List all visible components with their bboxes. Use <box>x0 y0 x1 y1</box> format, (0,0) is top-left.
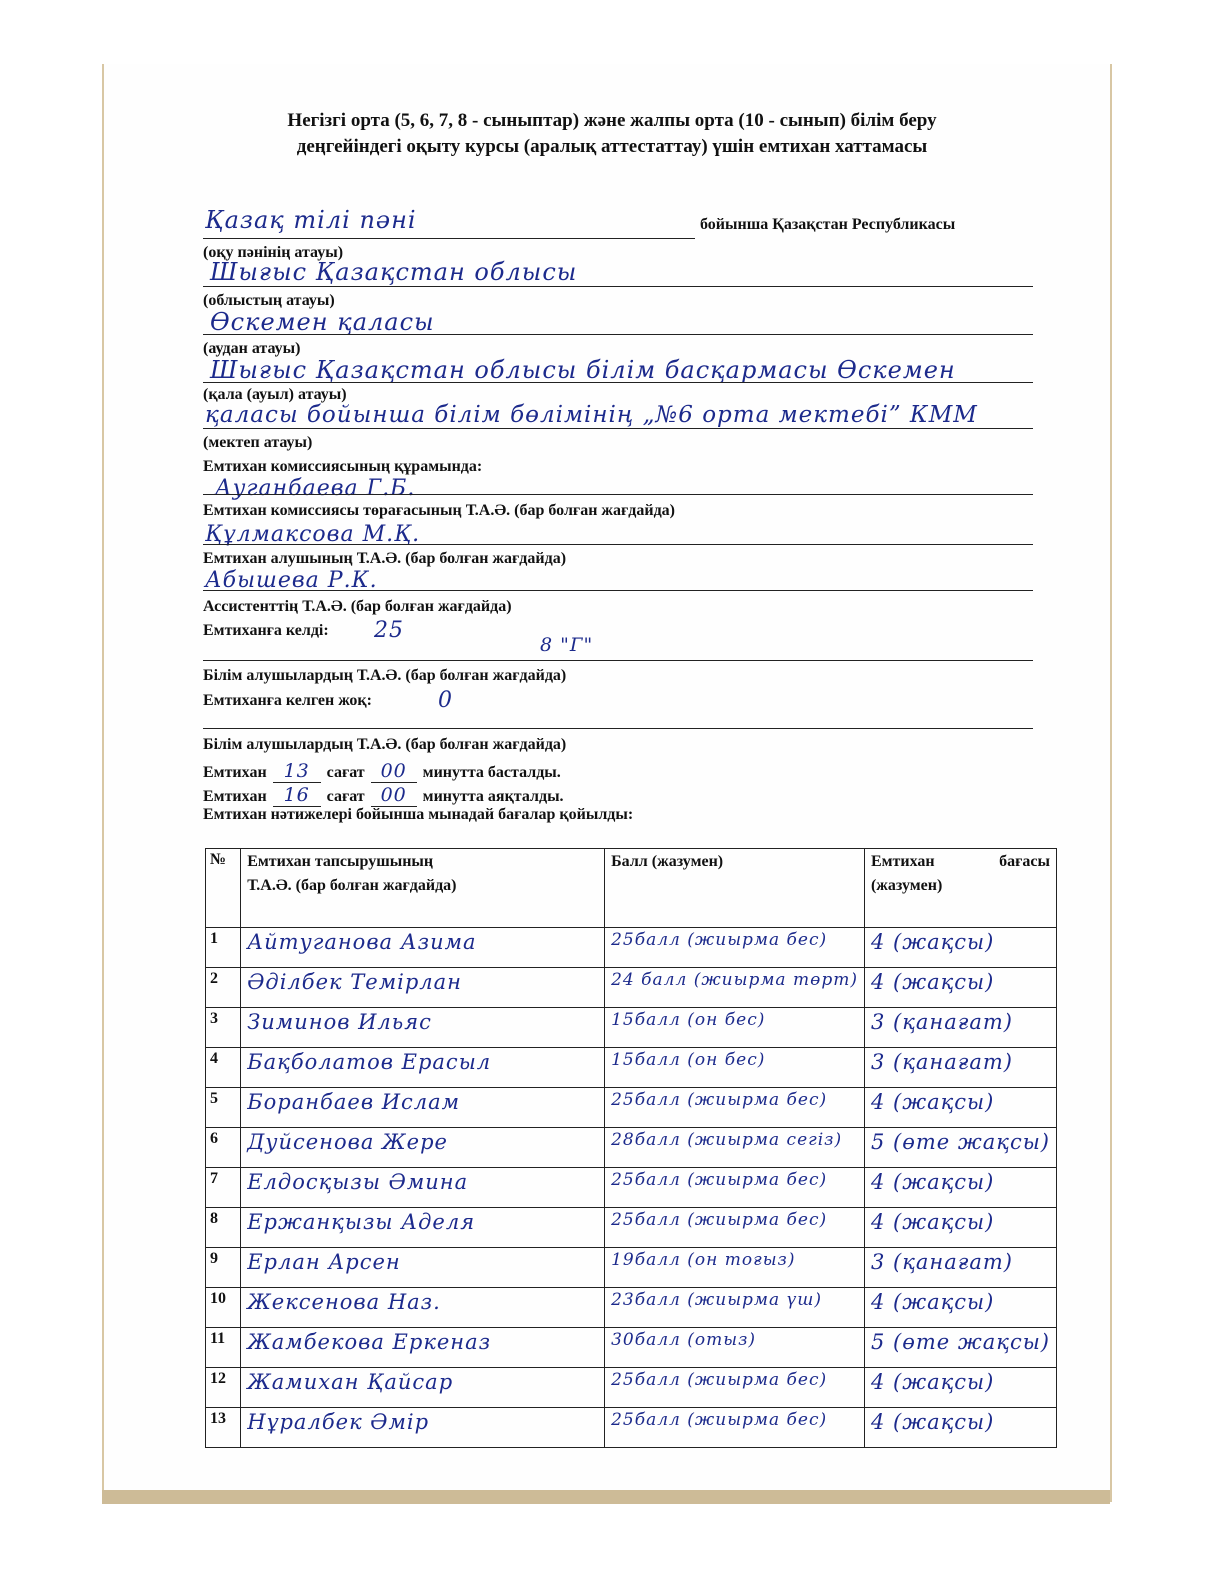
row-grade: 4 (жақсы) <box>864 1168 1056 1208</box>
table-header-row <box>206 849 1057 928</box>
table-row <box>206 1008 1057 1048</box>
start-suffix: минутта басталды. <box>422 764 561 781</box>
region-line <box>203 286 1033 287</box>
subject-value: Қазақ тілі пәні <box>205 206 417 234</box>
header-num: № <box>206 849 241 928</box>
row-grade: 4 (жақсы) <box>864 1368 1056 1408</box>
row-num: 5 <box>206 1088 241 1128</box>
row-num: 10 <box>206 1288 241 1328</box>
chair-value: Құлмаксова М.Қ. <box>205 522 421 547</box>
row-num: 12 <box>206 1368 241 1408</box>
row-num: 4 <box>206 1048 241 1088</box>
row-num: 9 <box>206 1248 241 1288</box>
row-grade: 4 (жақсы) <box>864 1088 1056 1128</box>
header-grade-c: (жазумен) <box>870 877 943 894</box>
table-row <box>206 1208 1057 1248</box>
row-grade: 4 (жақсы) <box>864 968 1056 1008</box>
results-intro: Емтихан нәтижелері бойынша мынадай бағалар қойылды: <box>203 806 634 823</box>
start-prefix: Емтихан <box>203 764 267 781</box>
table-row <box>206 1048 1057 1088</box>
district-line <box>203 334 1033 335</box>
row-num: 8 <box>206 1208 241 1248</box>
exam-start-row <box>203 760 561 783</box>
row-name: Жексенова Наз. <box>241 1288 605 1328</box>
city-line <box>203 382 1033 383</box>
table-row <box>206 1368 1057 1408</box>
chair-line <box>203 544 1033 545</box>
header-name <box>241 849 605 928</box>
row-grade: 3 (қанағат) <box>864 1048 1056 1088</box>
subject-suffix: бойынша Қазақстан Республикасы <box>700 216 956 233</box>
row-score: 25балл (жиырма бес) <box>605 1168 865 1208</box>
row-name: Бақболатов Ерасыл <box>241 1048 605 1088</box>
header-grade <box>864 849 1056 928</box>
row-name: Ерлан Арсен <box>241 1248 605 1288</box>
end-hour-word: сағат <box>326 788 365 805</box>
row-grade: 4 (жақсы) <box>864 1288 1056 1328</box>
header-name-2: Т.А.Ә. (бар болған жағдайда) <box>247 877 457 894</box>
table-row <box>206 1408 1057 1448</box>
attended-value: 25 <box>374 618 404 643</box>
row-grade: 5 (өте жақсы) <box>864 1128 1056 1168</box>
table-body <box>206 928 1057 1448</box>
examiner-label: Емтихан алушының Т.А.Ә. (бар болған жағдайда) <box>203 550 567 567</box>
table-row <box>206 1168 1057 1208</box>
table-row <box>206 928 1057 968</box>
row-score: 23балл (жиырма үш) <box>605 1288 865 1328</box>
row-num: 6 <box>206 1128 241 1168</box>
row-score: 28балл (жиырма сегіз) <box>605 1128 865 1168</box>
row-name: Жамихан Қайсар <box>241 1368 605 1408</box>
end-suffix: минутта аяқталды. <box>422 788 564 805</box>
district-value: Өскемен қаласы <box>210 308 435 336</box>
assistant-label: Ассистенттің Т.А.Ә. (бар болған жағдайда) <box>203 598 512 615</box>
chair-label: Емтихан комиссиясы төрағасының Т.А.Ә. (бар болған жағдайда) <box>203 502 676 519</box>
city-label: (қала (ауыл) атауы) <box>203 386 347 403</box>
paper-edge <box>102 1490 1110 1504</box>
examiner-line <box>203 590 1033 591</box>
row-score: 25балл (жиырма бес) <box>605 1088 865 1128</box>
row-score: 25балл (жиырма бес) <box>605 1208 865 1248</box>
row-score: 25балл (жиырма бес) <box>605 1408 865 1448</box>
row-num: 7 <box>206 1168 241 1208</box>
commission-label: Емтихан комиссиясының құрамында: <box>203 458 483 475</box>
end-hour: 16 <box>273 784 321 807</box>
school-value: қаласы бойынша білім бөлімінің „№6 орта мектебі” КММ <box>205 402 978 428</box>
row-score: 15балл (он бес) <box>605 1048 865 1088</box>
school-line <box>203 428 1033 429</box>
row-score: 25балл (жиырма бес) <box>605 928 865 968</box>
row-grade: 4 (жақсы) <box>864 928 1056 968</box>
students-label-2: Білім алушылардың Т.А.Ә. (бар болған жағдайда) <box>203 736 567 753</box>
subject-label: (оқу пәнінің атауы) <box>203 244 344 261</box>
row-name: Әділбек Темірлан <box>241 968 605 1008</box>
row-score: 24 балл (жиырма төрт) <box>605 968 865 1008</box>
row-name: Елдосқызы Әмина <box>241 1168 605 1208</box>
row-name: Нұралбек Әмір <box>241 1408 605 1448</box>
region-label: (облыстың атауы) <box>203 292 335 309</box>
attended-label: Емтиханға келді: <box>203 622 329 639</box>
commission-line <box>203 494 1033 495</box>
header-name-1: Емтихан тапсырушының <box>247 853 434 870</box>
exam-end-row <box>203 784 564 807</box>
row-name: Айтуганова Азима <box>241 928 605 968</box>
absent-line <box>203 728 1033 729</box>
start-hour-word: сағат <box>326 764 365 781</box>
row-num: 2 <box>206 968 241 1008</box>
row-score: 15балл (он бес) <box>605 1008 865 1048</box>
row-grade: 4 (жақсы) <box>864 1408 1056 1448</box>
school-label: (мектеп атауы) <box>203 434 313 451</box>
table-row <box>206 1128 1057 1168</box>
header-grade-b: бағасы <box>999 853 1050 870</box>
row-name: Боранбаев Ислам <box>241 1088 605 1128</box>
row-grade: 4 (жақсы) <box>864 1208 1056 1248</box>
absent-label: Емтиханға келген жоқ: <box>203 692 372 709</box>
commission-value: Ауганбаева Г.Б. <box>215 476 416 501</box>
examiner-value: Абышева Р.К. <box>205 568 378 593</box>
row-score: 30балл (отыз) <box>605 1328 865 1368</box>
class-value: 8 "Г" <box>540 634 594 656</box>
row-score: 25балл (жиырма бес) <box>605 1368 865 1408</box>
table-row <box>206 968 1057 1008</box>
row-name: Ержанқызы Аделя <box>241 1208 605 1248</box>
row-score: 19балл (он тоғыз) <box>605 1248 865 1288</box>
table-row <box>206 1328 1057 1368</box>
row-grade: 5 (өте жақсы) <box>864 1328 1056 1368</box>
end-prefix: Емтихан <box>203 788 267 805</box>
row-name: Жамбекова Еркеназ <box>241 1328 605 1368</box>
document-title-line-2: деңгейіндегі оқыту курсы (аралық аттестаттау) үшін емтихан хаттамасы <box>296 136 928 157</box>
row-num: 13 <box>206 1408 241 1448</box>
start-hour: 13 <box>273 760 321 783</box>
header-score: Балл (жазумен) <box>605 849 865 928</box>
row-name: Дуйсенова Жере <box>241 1128 605 1168</box>
row-num: 3 <box>206 1008 241 1048</box>
table-row <box>206 1288 1057 1328</box>
table-row <box>206 1088 1057 1128</box>
start-min: 00 <box>371 760 417 783</box>
district-label: (аудан атауы) <box>203 340 301 357</box>
document-title-line-1: Негізгі орта (5, 6, 7, 8 - сыныптар) және жалпы орта (10 - сынып) білім беру <box>287 110 937 131</box>
row-num: 11 <box>206 1328 241 1368</box>
region-value: Шығыс Қазақстан облысы <box>210 258 578 286</box>
city-value: Шығыс Қазақстан облысы білім басқармасы Өскемен <box>210 356 956 384</box>
subject-line <box>203 238 695 239</box>
students-label-1: Білім алушылардың Т.А.Ә. (бар болған жағдайда) <box>203 667 567 684</box>
table-row <box>206 1248 1057 1288</box>
row-grade: 3 (қанағат) <box>864 1248 1056 1288</box>
header-grade-a: Емтихан <box>870 853 935 870</box>
row-name: Зиминов Ильяс <box>241 1008 605 1048</box>
results-table <box>205 848 1057 1448</box>
absent-value: 0 <box>438 688 453 713</box>
end-min: 00 <box>371 784 417 807</box>
header-grade-top <box>871 853 1050 871</box>
row-num: 1 <box>206 928 241 968</box>
attended-line <box>203 660 1033 661</box>
row-grade: 3 (қанағат) <box>864 1008 1056 1048</box>
